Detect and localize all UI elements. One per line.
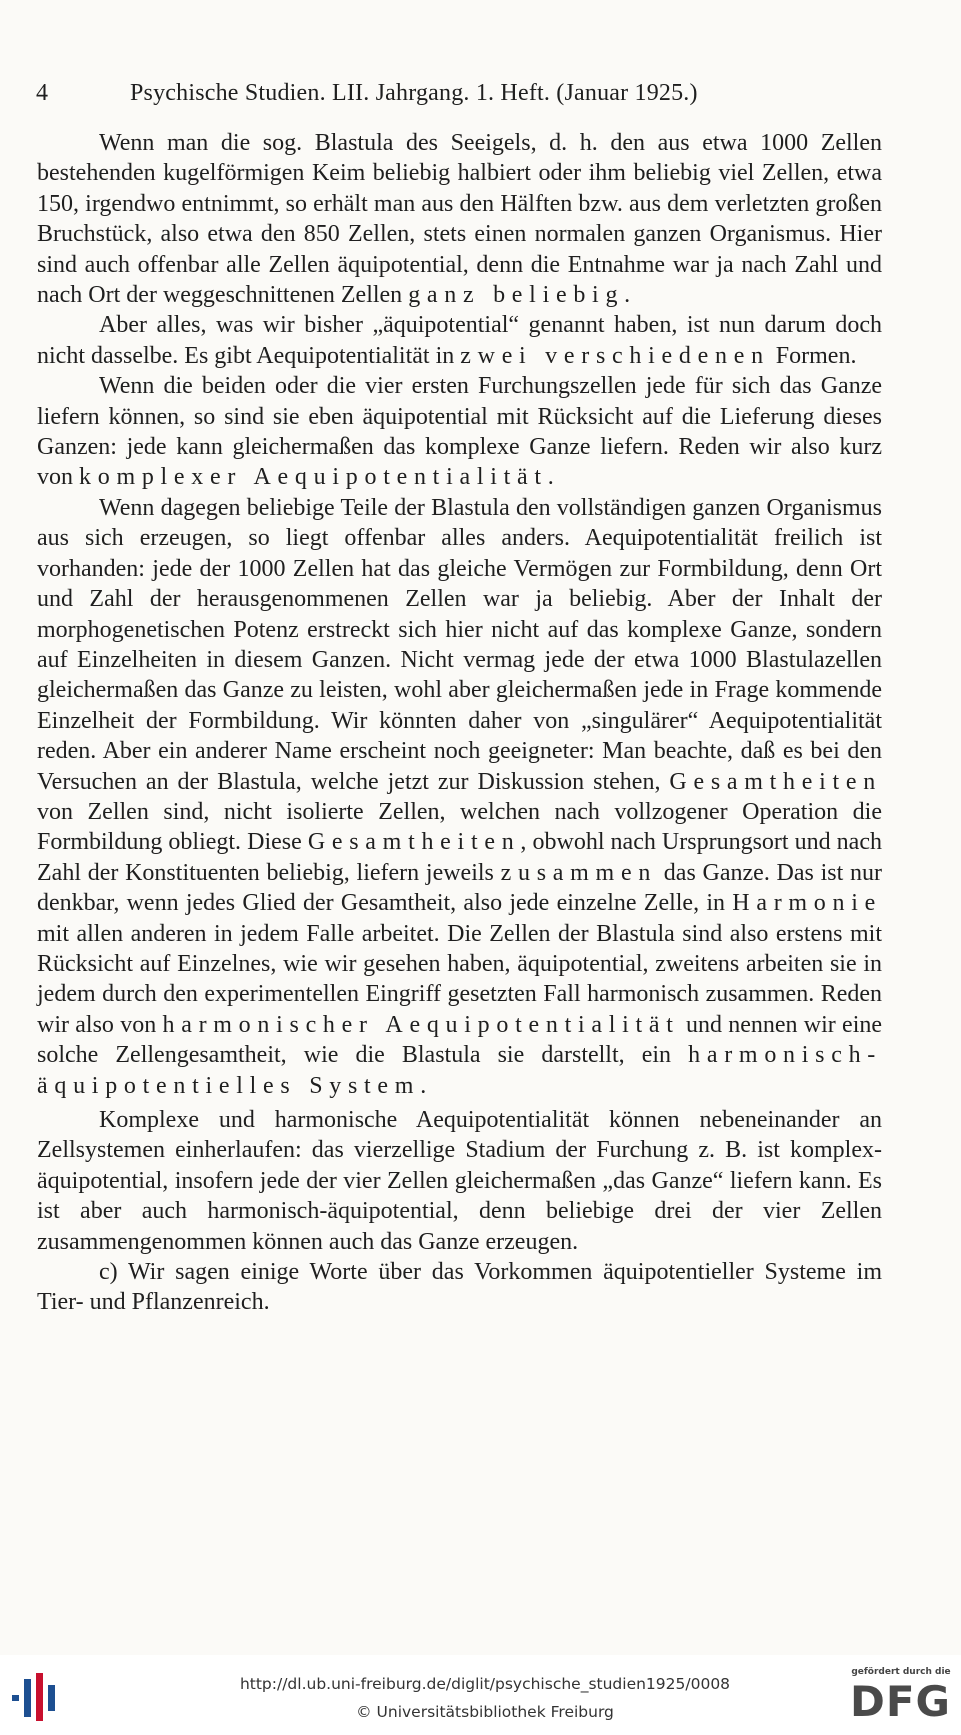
paragraph-3: Wenn die beiden oder die vier ersten Furchungszellen jede für sich das Ganze liefern können, so sind sie eben äquipotential mit Rücksicht auf die Lieferung dieses Ganzen: jede kann gleichermaßen das komplexe Ganze liefern. Reden wir also kurz von komplexer Aequipotentialität. bbox=[37, 373, 882, 491]
spaced-emphasis: Gesamtheiten bbox=[669, 768, 882, 795]
spaced-emphasis: harmonischer Aequipotentialität bbox=[162, 1011, 680, 1038]
permalink-url[interactable]: http://dl.ub.uni-freiburg.de/diglit/psychische_studien1925/0008 bbox=[239, 1675, 731, 1693]
dfg-logo-mark: DFG bbox=[850, 1677, 952, 1726]
copyright-notice: © Universitätsbibliothek Freiburg bbox=[356, 1703, 614, 1721]
paragraph-2: Aber alles, was wir bisher „äquipotential“ genannt haben, ist nun darum doch nicht dasselbe. Es gibt Aequipotentialität in zwei verschiedenen Formen. bbox=[37, 312, 882, 369]
paragraph-1: Wenn man die sog. Blastula des Seeigels, d. h. den aus etwa 1000 Zellen bestehenden kugelförmigen Keim beliebig halbiert oder ihm beliebig viel Zellen, etwa 150, irgendwo entnimmt, so erhält man aus den Hälften bzw. aus dem verletzten großen Bruchstück, also etwa den 850 Zellen, stets einen normalen ganzen Organismus. Hier sind auch offenbar alle Zellen äquipotential, denn die Entnahme war ja nach Zahl und nach Ort der weggeschnittenen Zellen ganz beliebig. bbox=[37, 130, 882, 309]
body-text bbox=[37, 128, 882, 1318]
spaced-emphasis: harmonisch-äquipotentielles System bbox=[37, 1042, 883, 1099]
paragraph-5: Komplexe und harmonische Aequipotentialität können nebeneinander an Zellsystemen einherlaufen: das vierzellige Stadium der Furchung z. B. ist komplex-äquipotential, insofern jede der vier Zellen gleichermaßen „das Ganze“ liefern kann. Es ist aber auch harmonisch-äquipotential, denn beliebige drei der vier Zellen zusammengenommen können auch das Ganze erzeugen. bbox=[37, 1107, 882, 1255]
ub-freiburg-logo-icon bbox=[12, 1673, 60, 1721]
spaced-emphasis: Harmonie bbox=[732, 890, 883, 917]
spaced-emphasis: ganz beliebig bbox=[408, 282, 625, 309]
spaced-emphasis: komplexer Aequipotentialität bbox=[79, 464, 548, 491]
page-number: 4 bbox=[36, 80, 48, 106]
dfg-caption: gefördert durch die bbox=[851, 1667, 951, 1677]
spaced-emphasis: zusammen bbox=[500, 859, 658, 886]
viewer-footer bbox=[0, 1657, 961, 1735]
dfg-logo bbox=[846, 1667, 956, 1729]
spaced-emphasis: zwei verschiedenen bbox=[460, 342, 770, 369]
running-title: Psychische Studien. LII. Jahrgang. 1. Heft. (Januar 1925.) bbox=[130, 80, 698, 106]
spaced-emphasis: Gesamtheiten bbox=[307, 829, 521, 856]
paragraph-6: c) Wir sagen einige Worte über das Vorkommen äquipotentieller Systeme im Tier- und Pflanzenreich. bbox=[37, 1259, 882, 1316]
paragraph-4: Wenn dagegen beliebige Teile der Blastula den vollständigen ganzen Organismus aus sich erzeugen, so liegt offenbar alles anders. Aequipotentialität freilich ist vorhanden: jede der 1000 Zellen hat das gleiche Vermögen zur Formbildung, denn Ort und Zahl der herausgenommenen Zellen war ja beliebig. Aber der Inhalt der morphogenetischen Potenz erstreckt sich hier nicht auf das komplexe Ganze, sondern auf Einzelheiten in diesem Ganzen. Nicht vermag jede der etwa 1000 Blastulazellen gleichermaßen das Ganze zu leisten, wohl aber gleichermaßen jede in Frage kommende Einzelheit der Formbildung. Wir könnten daher von „singulärer“ Aequipotentialität reden. Aber ein anderer Name erscheint noch geeigneter: Man beachte, daß es bei den Versuchen an der Blastula, welche jetzt zur Diskussion stehen, Gesamtheiten von Zellen sind, nicht isolierte Zellen, welchen nach vollzogener Operation die Formbildung obliegt. Diese Gesamtheiten, obwohl nach Ursprungsort und nach Zahl der Konstituenten beliebig, liefern jeweils zusammen das Ganze. Das ist nur denkbar, wenn jedes Glied der Gesamtheit, also jede einzelne Zelle, in Harmonie mit allen anderen in jedem Falle arbeitet. Die Zellen der Blastula sind also erstens mit Rücksicht auf Einzelnes, wie wir gesehen haben, äquipotential, zweitens arbeiten sie in jedem durch den experimentellen Eingriff gesetzten Fall harmonisch zusammen. Reden wir also von harmonischer Aequipotentialität und nennen wir eine solche Zellengesamtheit, wie die Blastula sie darstellt, ein harmonisch-äquipotentielles System. bbox=[37, 494, 883, 1099]
